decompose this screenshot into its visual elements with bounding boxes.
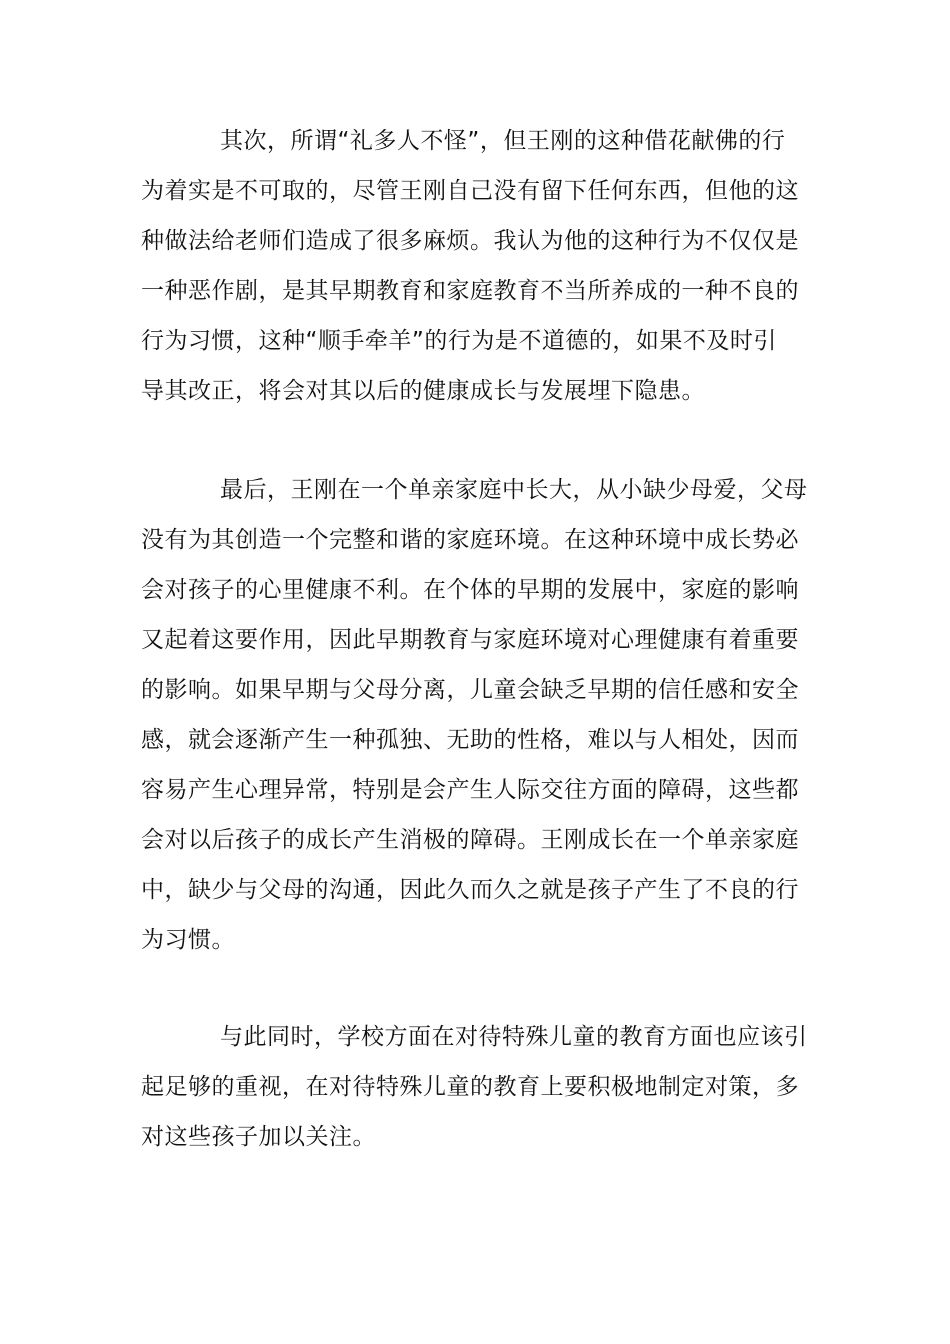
- paragraph-3: [141, 1012, 817, 1162]
- paragraph-line: 容易产生心理异常，特别是会产生人际交往方面的障碍，这些都: [141, 777, 799, 803]
- paragraph-1: [141, 116, 817, 416]
- paragraph-line: 的影响。如果早期与父母分离，儿童会缺乏早期的信任感和安全: [141, 677, 799, 703]
- paragraph-line: 行为习惯，这种“顺手牵羊”的行为是不道德的，如果不及时引: [141, 328, 777, 354]
- paragraph-line: 起足够的重视，在对待特殊儿童的教育上要积极地制定对策，多: [141, 1074, 799, 1100]
- paragraph-line: 与此同时，学校方面在对待特殊儿童的教育方面也应该引: [220, 1024, 808, 1050]
- paragraph-line: 一种恶作剧，是其早期教育和家庭教育不当所养成的一种不良的: [141, 278, 799, 304]
- paragraph-line: 为着实是不可取的，尽管王刚自己没有留下任何东西，但他的这: [141, 178, 799, 204]
- paragraph-line: 为习惯。: [141, 927, 235, 953]
- paragraph-line: 中，缺少与父母的沟通，因此久而久之就是孩子产生了不良的行: [141, 877, 799, 903]
- paragraph-line: 感，就会逐渐产生一种孤独、无助的性格，难以与人相处，因而: [141, 727, 799, 753]
- paragraph-line: 种做法给老师们造成了很多麻烦。我认为他的这种行为不仅仅是: [141, 228, 799, 254]
- paragraph-2: [141, 465, 817, 965]
- paragraph-line: 会对以后孩子的成长产生消极的障碍。王刚成长在一个单亲家庭: [141, 827, 799, 853]
- paragraph-line: 又起着这要作用，因此早期教育与家庭环境对心理健康有着重要: [141, 627, 799, 653]
- paragraph-line: 导其改正，将会对其以后的健康成长与发展埋下隐患。: [141, 378, 705, 404]
- paragraph-line: 其次，所谓“礼多人不怪”，但王刚的这种借花献佛的行: [220, 128, 786, 154]
- paragraph-line: 最后，王刚在一个单亲家庭中长大，从小缺少母爱，父母: [220, 477, 808, 503]
- paragraph-line: 没有为其创造一个完整和谐的家庭环境。在这种环境中成长势必: [141, 527, 799, 553]
- paragraph-line: 对这些孩子加以关注。: [141, 1124, 376, 1150]
- paragraph-line: 会对孩子的心里健康不利。在个体的早期的发展中，家庭的影响: [141, 577, 799, 603]
